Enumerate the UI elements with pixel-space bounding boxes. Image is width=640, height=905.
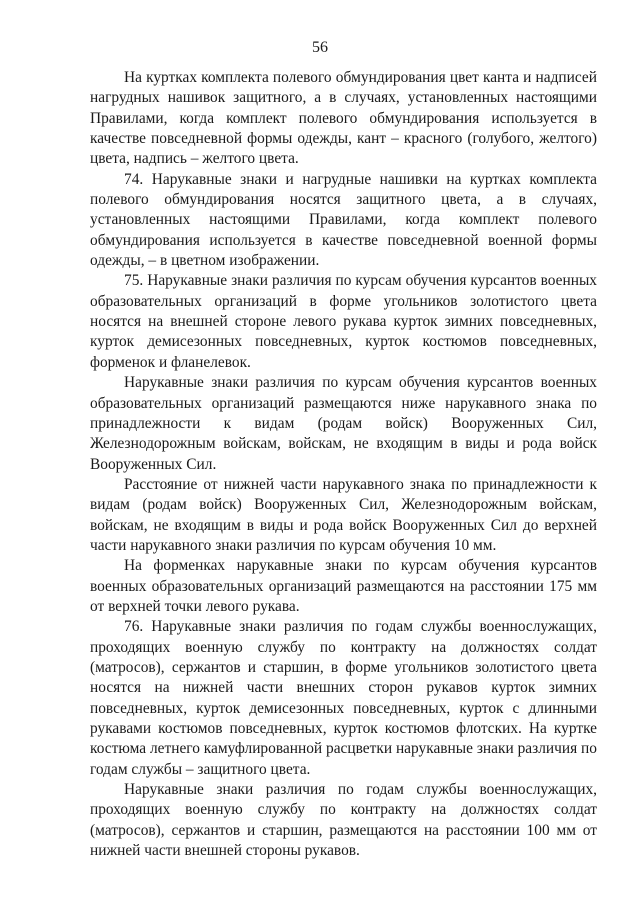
- paragraph-76: 76. Нарукавные знаки различия по годам службы военнослужащих, проходящих военную службу по контракту на должностях солдат (матросов), сержантов и старшин, в форме угольников золотистого цвета носятся на нижней части внешних сторон рукавов курток зимних повседневных, курток демисезонных повседневных, курток с длинными рукавами костюмов повседневных, курток костюмов флотских. На куртке костюма летнего камуфлированной расцветки нарукавные знаки различия по годам службы – защитного цвета.: [90, 618, 597, 778]
- paragraph-75: 75. Нарукавные знаки различия по курсам обучения курсантов военных образовательных организаций в форме угольников золотистого цвета носятся на внешней стороне левого рукава курток зимних повседневных, курток демисезонных повседневных, курток костюмов повседневных, форменок и фланелевок.: [90, 272, 597, 371]
- paragraph-75-distance: Расстояние от нижней части нарукавного знака по принадлежности к видам (родам войск) Вооруженных Сил, Железнодорожным войскам, войскам, не входящим в виды и рода войск Вооруженных Сил до верхней части нарукавного знаки различия по курсам обучения 10 мм.: [90, 475, 597, 554]
- paragraph-74: 74. Нарукавные знаки и нагрудные нашивки на куртках комплекта полевого обмундирования носятся защитного цвета, а в случаях, установленных настоящими Правилами, когда комплект полевого обмундирования используется в качестве повседневной военной формы одежды, – в цветном изображении.: [90, 170, 597, 270]
- paragraph-76-placement: Нарукавные знаки различия по годам службы военнослужащих, проходящих военную службу по контракту на должностях солдат (матросов), сержантов и старшин, размещаются на расстоянии 100 мм от нижней части внешней стороны рукавов.: [90, 781, 597, 860]
- body-text: [90, 68, 597, 861]
- paragraph-75-placement: Нарукавные знаки различия по курсам обучения курсантов военных образовательных организаций размещаются ниже нарукавного знака по принадлежности к видам (родам войск) Вооруженных Сил, Железнодорожным войскам, войскам, не входящим в виды и рода войск Вооруженных Сил.: [90, 374, 597, 473]
- paragraph-75-formenki: На форменках нарукавные знаки по курсам обучения курсантов военных образовательных организаций размещаются на расстоянии 175 мм от верхней точки левого рукава.: [90, 557, 597, 615]
- page-number: 56: [312, 39, 328, 56]
- paragraph-field-uniform-piping: На куртках комплекта полевого обмундирования цвет канта и надписей нагрудных нашивок защитного, а в случаях, установленных настоящими Правилами, когда комплект полевого обмундирования используется в качестве повседневной формы одежды, кант – красного (голубого, желтого) цвета, надпись – желтого цвета.: [90, 69, 597, 168]
